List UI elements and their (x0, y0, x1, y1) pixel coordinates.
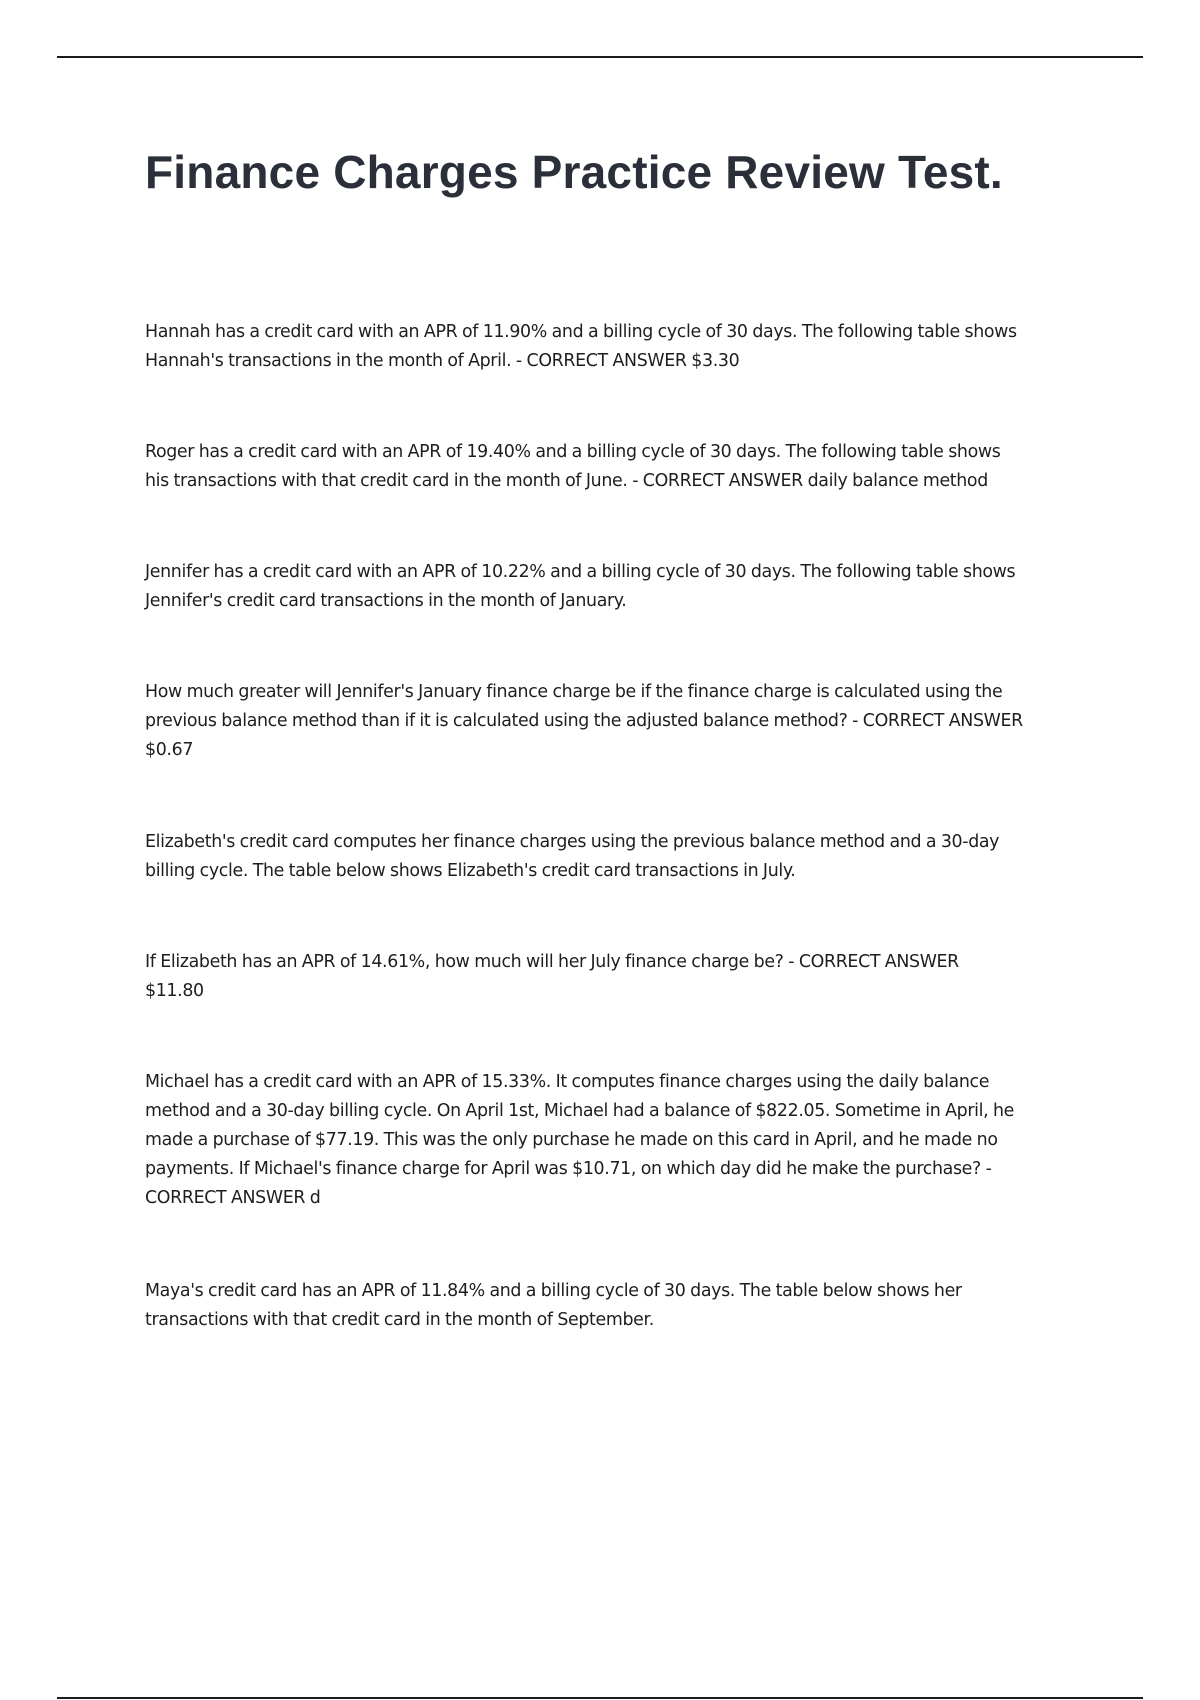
paragraph-line: Hannah's transactions in the month of April. - CORRECT ANSWER $3.30 (145, 351, 740, 371)
paragraph-line: CORRECT ANSWER d (145, 1188, 321, 1208)
paragraph-line: Michael has a credit card with an APR of 15.33%. It computes finance charges using the daily balance (145, 1072, 990, 1092)
paragraph-line: $11.80 (145, 981, 204, 1001)
bottom-divider (57, 1697, 1143, 1699)
paragraph-line: Elizabeth's credit card computes her finance charges using the previous balance method and a 30-day (145, 832, 1000, 852)
paragraph-line: Jennifer's credit card transactions in the month of January. (145, 591, 627, 611)
paragraph-line: previous balance method than if it is calculated using the adjusted balance method? - CORRECT ANSWER (145, 711, 1023, 731)
document-title: Finance Charges Practice Review Test. (145, 146, 1003, 198)
paragraph-elizabeth-question (145, 948, 1095, 1006)
paragraph-jennifer (145, 558, 1095, 616)
paragraph-line: transactions with that credit card in the month of September. (145, 1310, 654, 1330)
paragraph-line: $0.67 (145, 740, 194, 760)
paragraph-line: If Elizabeth has an APR of 14.61%, how much will her July finance charge be? - CORRECT ANSWER (145, 952, 959, 972)
paragraph-maya (145, 1277, 1095, 1335)
paragraph-michael (145, 1068, 1095, 1213)
paragraph-line: made a purchase of $77.19. This was the only purchase he made on this card in April, and he made no (145, 1130, 998, 1150)
paragraph-jennifer-question (145, 678, 1095, 765)
paragraph-line: How much greater will Jennifer's January finance charge be if the finance charge is calculated using the (145, 682, 1003, 702)
paragraph-line: payments. If Michael's finance charge for April was $10.71, on which day did he make the purchase? - (145, 1159, 992, 1179)
paragraph-line: Roger has a credit card with an APR of 19.40% and a billing cycle of 30 days. The following table shows (145, 442, 1001, 462)
paragraph-roger (145, 438, 1095, 496)
top-divider (57, 56, 1143, 58)
paragraph-line: billing cycle. The table below shows Elizabeth's credit card transactions in July. (145, 861, 796, 881)
paragraph-line: Jennifer has a credit card with an APR of 10.22% and a billing cycle of 30 days. The following table shows (145, 562, 1016, 582)
paragraph-line: Hannah has a credit card with an APR of 11.90% and a billing cycle of 30 days. The following table shows (145, 322, 1017, 342)
paragraph-hannah (145, 318, 1095, 376)
paragraph-line: Maya's credit card has an APR of 11.84% and a billing cycle of 30 days. The table below shows her (145, 1281, 962, 1301)
paragraph-line: method and a 30-day billing cycle. On April 1st, Michael had a balance of $822.05. Sometime in April, he (145, 1101, 1014, 1121)
paragraph-elizabeth (145, 828, 1095, 886)
paragraph-line: his transactions with that credit card in the month of June. - CORRECT ANSWER daily balance method (145, 471, 988, 491)
